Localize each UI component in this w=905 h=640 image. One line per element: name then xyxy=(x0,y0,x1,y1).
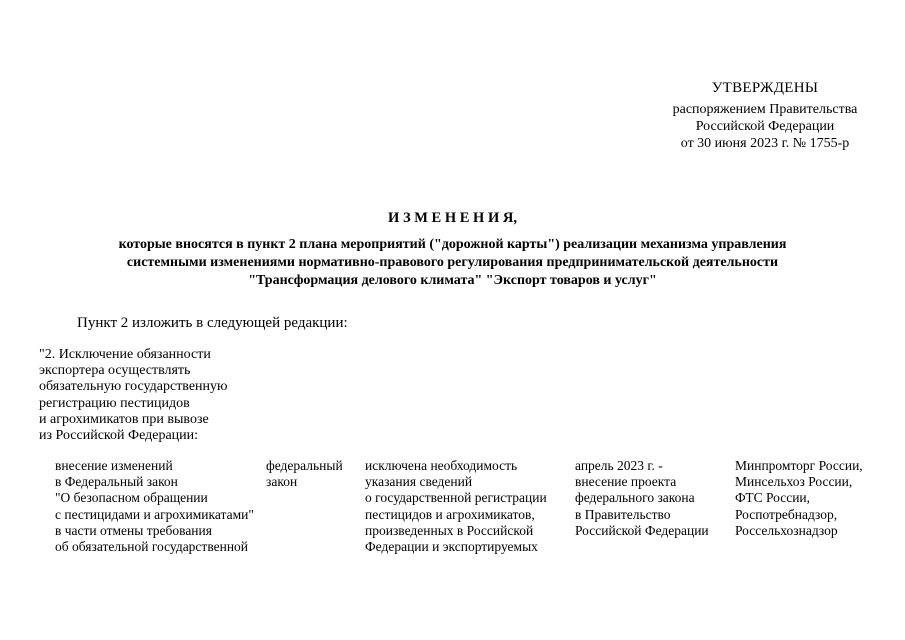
item-heading-line: экспортера осуществлять xyxy=(39,363,191,379)
table-cell-line: пестицидов и агрохимикатов, xyxy=(365,506,535,522)
approval-line-2: Российской Федерации xyxy=(695,119,835,134)
table-column-document-type xyxy=(266,458,343,490)
approval-stamp xyxy=(640,79,890,152)
item-heading-line: обязательную государственную xyxy=(39,379,228,395)
table-cell-line: апрель 2023 г. - xyxy=(575,458,663,473)
table-cell-line: об обязательной государственной xyxy=(55,539,249,555)
table-cell-line: Федерации и экспортируемых xyxy=(365,539,538,555)
table-cell-line: с пестицидами и агрохимикатами" xyxy=(55,506,254,522)
table-cell-line: внесение изменений xyxy=(55,458,173,473)
table-cell-line: внесение проекта xyxy=(575,474,677,490)
table-cell-line: федеральный xyxy=(266,458,343,473)
subtitle-line-3: "Трансформация делового климата" "Экспорт товаров и услуг" xyxy=(248,273,657,288)
table-cell-line: Россельхознадзор xyxy=(735,522,838,538)
table-cell-line: о государственной регистрации xyxy=(365,490,547,506)
item-heading-line: регистрацию пестицидов xyxy=(39,395,190,411)
subtitle-line-2: системными изменениями нормативно-правового регулирования предпринимательской деятельности xyxy=(126,255,779,270)
table-cell-line: Российской Федерации xyxy=(575,522,709,538)
approval-line-3: от 30 июня 2023 г. № 1755-р xyxy=(680,136,850,151)
table-cell-line: Минсельхоз России, xyxy=(735,474,853,490)
table-column-measure xyxy=(55,458,254,555)
table-cell-line: "О безопасном обращении xyxy=(55,490,208,506)
table-cell-line: ФТС России, xyxy=(735,490,811,506)
table-cell-line: исключена необходимость xyxy=(365,458,518,473)
table-cell-line: указания сведений xyxy=(365,474,473,490)
item-heading xyxy=(39,347,228,444)
document-title: И З М Е Н Е Н И Я, xyxy=(388,210,517,226)
instruction-paragraph: Пункт 2 изложить в следующей редакции: xyxy=(77,315,348,331)
subtitle-line-1: которые вносятся в пункт 2 плана мероприятий ("дорожной карты") реализации механизма управления xyxy=(118,237,787,252)
item-heading-line: и агрохимикатов при вывозе xyxy=(39,411,209,427)
item-heading-line: из Российской Федерации: xyxy=(39,428,199,444)
table-cell-line: закон xyxy=(266,474,298,490)
table-column-result xyxy=(365,458,547,555)
item-heading-line: "2. Исключение обязанности xyxy=(39,347,211,362)
approval-line-1: распоряжением Правительства xyxy=(672,102,858,117)
table-cell-line: в части отмены требования xyxy=(55,522,212,538)
table-column-deadline xyxy=(575,458,709,539)
table-cell-line: в Федеральный закон xyxy=(55,474,178,490)
table-cell-line: Роспотребнадзор, xyxy=(735,506,838,522)
table-cell-line: Минпромторг России, xyxy=(735,458,863,473)
approval-title: УТВЕРЖДЕНЫ xyxy=(711,80,819,96)
table-column-responsible xyxy=(735,458,863,539)
table-cell-line: в Правительство xyxy=(575,506,671,522)
measures-table xyxy=(0,458,905,558)
table-cell-line: федерального закона xyxy=(575,490,695,506)
table-cell-line: произведенных в Российской xyxy=(365,522,534,538)
document-subtitle xyxy=(40,236,865,290)
